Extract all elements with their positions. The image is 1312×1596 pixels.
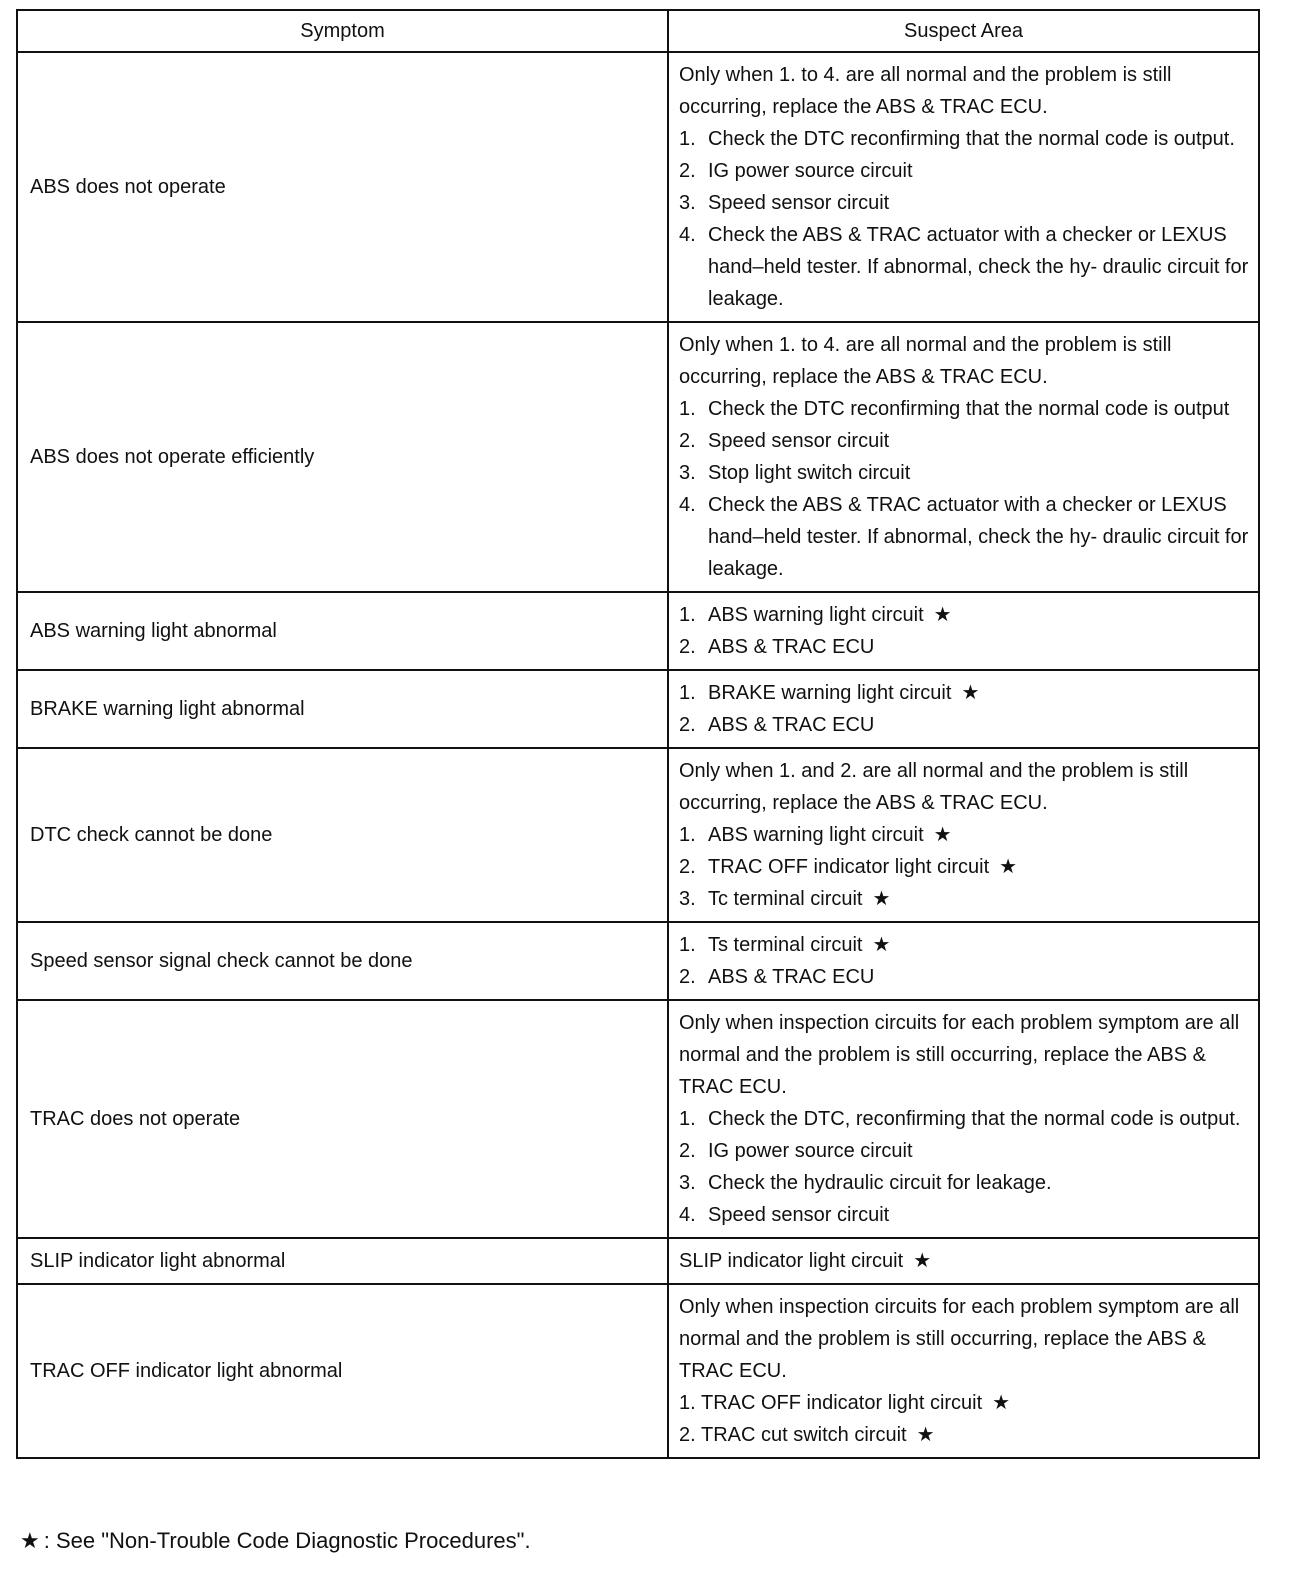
table-row xyxy=(17,52,1259,322)
suspect-list-item xyxy=(679,1387,1250,1419)
suspect-list-item xyxy=(679,489,1250,585)
item-text: ABS warning light circuit xyxy=(708,604,924,626)
star-icon: ★ xyxy=(961,682,980,704)
item-text: SLIP indicator light circuit xyxy=(679,1250,904,1272)
suspect-intro-text: Only when 1. to 4. are all normal and the problem is still occurring, replace the ABS & TRAC ECU. xyxy=(679,334,1172,388)
table-row xyxy=(17,748,1259,922)
suspect-list-item xyxy=(679,709,1250,741)
suspect-list-item xyxy=(679,677,1250,709)
item-number: 3. xyxy=(679,462,696,484)
item-number: 4. xyxy=(679,224,696,246)
item-number: 1. xyxy=(679,128,696,150)
suspect-intro-text: Only when inspection circuits for each problem symptom are all normal and the problem is still occurring, replace the ABS & TRAC ECU. xyxy=(679,1012,1240,1098)
table-row xyxy=(17,592,1259,670)
item-text: Speed sensor circuit xyxy=(708,1204,890,1226)
suspect-list-item xyxy=(679,1245,1250,1277)
item-number: 2. xyxy=(679,966,696,988)
symptom-cell: Speed sensor signal check cannot be done xyxy=(17,922,668,1000)
item-text: ABS & TRAC ECU xyxy=(708,714,875,736)
suspect-list-item xyxy=(679,155,1250,187)
item-text: BRAKE warning light circuit xyxy=(708,682,952,704)
suspect-list-item xyxy=(679,1199,1250,1231)
item-number: 2. xyxy=(679,714,696,736)
suspect-list-item xyxy=(679,1103,1250,1135)
item-text: Check the ABS & TRAC actuator with a checker or LEXUS hand–held tester. If abnormal, check the hy- draulic circuit for leakage. xyxy=(708,224,1249,310)
suspect-area-cell xyxy=(668,1284,1259,1458)
suspect-intro-text: Only when 1. and 2. are all normal and the problem is still occurring, replace the ABS & TRAC ECU. xyxy=(679,760,1189,814)
item-text: Ts terminal circuit xyxy=(708,934,863,956)
diagnostic-table-sheet xyxy=(16,9,1258,1459)
star-icon: ★ xyxy=(872,888,891,910)
item-text: IG power source circuit xyxy=(708,1140,913,1162)
header-suspect-area: Suspect Area xyxy=(668,10,1259,52)
item-text: TRAC OFF indicator light circuit xyxy=(708,856,990,878)
item-text: ABS & TRAC ECU xyxy=(708,636,875,658)
item-number: 1. xyxy=(679,604,696,626)
suspect-area-cell xyxy=(668,322,1259,592)
item-number: 2. xyxy=(679,430,696,452)
item-number: 1. xyxy=(679,1392,696,1414)
star-icon: ★ xyxy=(992,1392,1011,1414)
table-body xyxy=(17,52,1259,1458)
suspect-list-item xyxy=(679,599,1250,631)
suspect-area-cell xyxy=(668,52,1259,322)
item-text: Check the DTC, reconfirming that the normal code is output. xyxy=(708,1108,1241,1130)
suspect-list-item xyxy=(679,631,1250,663)
item-number: 1. xyxy=(679,824,696,846)
symptom-cell: TRAC does not operate xyxy=(17,1000,668,1238)
suspect-area-cell xyxy=(668,1238,1259,1284)
item-text: Tc terminal circuit xyxy=(708,888,863,910)
table-row xyxy=(17,922,1259,1000)
star-icon: ★ xyxy=(913,1250,932,1272)
item-number: 1. xyxy=(679,1108,696,1130)
header-symptom: Symptom xyxy=(17,10,668,52)
item-number: 2. xyxy=(679,160,696,182)
item-number: 3. xyxy=(679,888,696,910)
suspect-list-item xyxy=(679,851,1250,883)
item-number: 2. xyxy=(679,636,696,658)
symptom-cell: BRAKE warning light abnormal xyxy=(17,670,668,748)
item-text: Stop light switch circuit xyxy=(708,462,911,484)
item-text: IG power source circuit xyxy=(708,160,913,182)
item-number: 3. xyxy=(679,1172,696,1194)
problem-symptoms-table xyxy=(16,9,1260,1459)
item-text: Check the ABS & TRAC actuator with a checker or LEXUS hand–held tester. If abnormal, check the hy- draulic circuit for leakage. xyxy=(708,494,1249,580)
item-number: 2. xyxy=(679,856,696,878)
table-row xyxy=(17,322,1259,592)
item-number: 2. xyxy=(679,1424,696,1446)
table-row xyxy=(17,1238,1259,1284)
star-icon: ★ xyxy=(933,824,952,846)
symptom-cell: ABS does not operate efficiently xyxy=(17,322,668,592)
suspect-list-item xyxy=(679,457,1250,489)
suspect-area-cell xyxy=(668,592,1259,670)
item-text: TRAC OFF indicator light circuit xyxy=(701,1392,983,1414)
item-number: 1. xyxy=(679,934,696,956)
suspect-area-cell xyxy=(668,1000,1259,1238)
item-number: 4. xyxy=(679,1204,696,1226)
table-header-row xyxy=(17,10,1259,52)
star-icon: ★ xyxy=(916,1424,935,1446)
suspect-list-item xyxy=(679,123,1250,155)
suspect-list-item xyxy=(679,1167,1250,1199)
suspect-list-item xyxy=(679,219,1250,315)
suspect-area-cell xyxy=(668,922,1259,1000)
suspect-list-item xyxy=(679,1419,1250,1451)
suspect-list-item xyxy=(679,425,1250,457)
suspect-list-item xyxy=(679,929,1250,961)
table-row xyxy=(17,1000,1259,1238)
item-text: ABS warning light circuit xyxy=(708,824,924,846)
suspect-list-item xyxy=(679,819,1250,851)
symptom-cell: ABS warning light abnormal xyxy=(17,592,668,670)
item-text: Speed sensor circuit xyxy=(708,430,890,452)
item-number: 4. xyxy=(679,494,696,516)
item-number: 1. xyxy=(679,398,696,420)
table-row xyxy=(17,670,1259,748)
item-number: 2. xyxy=(679,1140,696,1162)
item-text: Check the DTC reconfirming that the normal code is output. xyxy=(708,128,1235,150)
star-icon: ★ xyxy=(999,856,1018,878)
item-text: Speed sensor circuit xyxy=(708,192,890,214)
item-text: Check the hydraulic circuit for leakage. xyxy=(708,1172,1052,1194)
star-icon: ★ xyxy=(20,1528,40,1553)
item-text: TRAC cut switch circuit xyxy=(701,1424,907,1446)
item-number: 3. xyxy=(679,192,696,214)
table-row xyxy=(17,1284,1259,1458)
suspect-list-item xyxy=(679,1135,1250,1167)
star-icon: ★ xyxy=(872,934,891,956)
item-number: 1. xyxy=(679,682,696,704)
suspect-list-item xyxy=(679,883,1250,915)
symptom-cell: TRAC OFF indicator light abnormal xyxy=(17,1284,668,1458)
suspect-intro-text: Only when inspection circuits for each problem symptom are all normal and the problem is still occurring, replace the ABS & TRAC ECU. xyxy=(679,1296,1240,1382)
suspect-list-item xyxy=(679,187,1250,219)
item-text: Check the DTC reconfirming that the normal code is output xyxy=(708,398,1230,420)
footnote-text: : See "Non-Trouble Code Diagnostic Procedures". xyxy=(43,1528,531,1553)
symptom-cell: DTC check cannot be done xyxy=(17,748,668,922)
suspect-list-item xyxy=(679,393,1250,425)
symptom-cell: ABS does not operate xyxy=(17,52,668,322)
suspect-list-item xyxy=(679,961,1250,993)
suspect-area-cell xyxy=(668,748,1259,922)
symptom-cell: SLIP indicator light abnormal xyxy=(17,1238,668,1284)
suspect-intro-text: Only when 1. to 4. are all normal and the problem is still occurring, replace the ABS & TRAC ECU. xyxy=(679,64,1172,118)
footnote xyxy=(20,1528,531,1554)
star-icon: ★ xyxy=(933,604,952,626)
item-text: ABS & TRAC ECU xyxy=(708,966,875,988)
suspect-area-cell xyxy=(668,670,1259,748)
